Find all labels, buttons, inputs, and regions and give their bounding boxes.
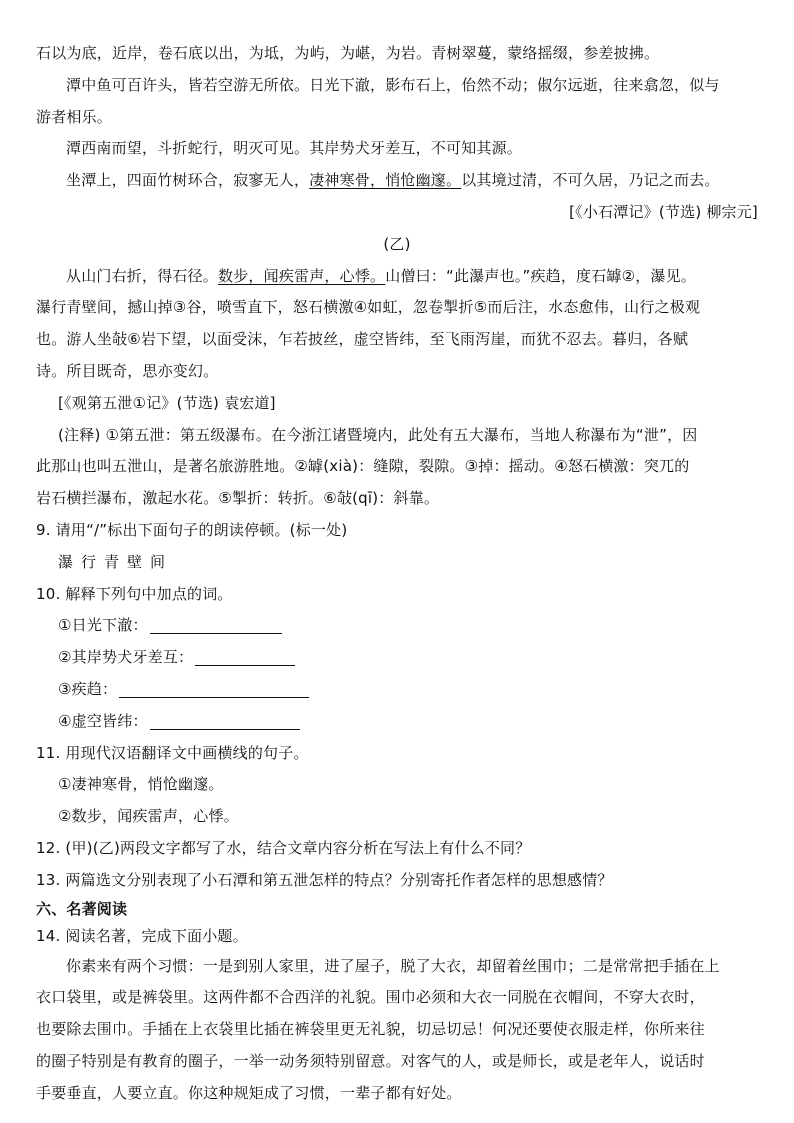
answer-blank[interactable] [150, 711, 300, 730]
question-11-item-1: ①凄神寒骨，悄怆幽邃。 [58, 775, 224, 794]
answer-blank[interactable] [119, 679, 309, 698]
jia-p4-text-a: 坐潭上，四面竹树环合，寂寥无人， [66, 171, 310, 190]
yi-line-1 [36, 261, 758, 293]
question-10-item-1 [36, 610, 758, 642]
jia-underlined-sentence: 凄神寒骨，悄怆幽邃。 [309, 171, 462, 190]
q10-item-label: ④虚空皆纬： [58, 711, 148, 730]
jia-paragraph-2-line-2: 游者相乐。 [36, 107, 113, 126]
question-9: 9. 请用“/”标出下面句子的朗读停顿。(标一处) [36, 520, 348, 539]
q10-item-label: ①日光下澈： [58, 616, 148, 635]
q10-item-label: ③疾趋： [58, 679, 118, 698]
answer-blank[interactable] [150, 615, 282, 634]
yi-label: (乙) [383, 234, 411, 253]
yi-note-line-2: 此那山也叫五泄山，是著名旅游胜地。②罅(xià)：缝隙，裂隙。③掉：摇动。④怒石横激：突兀的 [36, 457, 690, 476]
reading-line-5: 手要垂直，人要立直。你这种规矩成了习惯，一辈子都有好处。 [36, 1083, 462, 1102]
yi-line-4: 诗。所目既奇，思亦变幻。 [36, 361, 219, 380]
question-13: 13. 两篇选文分别表现了小石潭和第五泄怎样的特点？分别寄托作者怎样的思想感情？ [36, 870, 613, 889]
reading-line-1: 你素来有两个习惯：一是到别人家里，进了屋子，脱了大衣，却留着丝围巾；二是常常把手插在上 [66, 956, 720, 975]
yi-line-2: 瀑行青壁间，撼山掉③谷，喷雪直下，怒石横激④如虹，忽卷掣折⑤而后注，水态愈伟，山行之极观 [36, 298, 701, 317]
reading-line-4: 的圈子特别是有教育的圈子，一举一动务须特别留意。对客气的人，或是师长，或是老年人，说话时 [36, 1051, 705, 1070]
jia-p4-text-b: 以其境过清，不可久居，乃记之而去。 [461, 171, 720, 190]
question-10-item-3 [36, 674, 758, 706]
reading-line-2: 衣口袋里，或是裤袋里。这两件都不合西洋的礼貌。围巾必须和大衣一同脱在衣帽间，不穿大衣时， [36, 988, 705, 1007]
yi-underlined-sentence: 数步，闻疾雷声，心悸。 [218, 266, 386, 285]
jia-paragraph-2-line-1: 潭中鱼可百许头，皆若空游无所依。日光下澈，影布石上，佁然不动；俶尔远逝，往来翕忽，似与 [66, 75, 720, 94]
question-9-sentence: 瀑行青壁间 [58, 552, 174, 571]
question-11-item-2: ②数步，闻疾雷声，心悸。 [58, 807, 239, 826]
reading-line-3: 也要除去围巾。手插在上衣袋里比插在裤袋里更无礼貌，切忌切忌！何况还要使衣服走样，你所来往 [36, 1020, 705, 1039]
q10-item-label: ②其岸势犬牙差互： [58, 648, 194, 667]
answer-blank[interactable] [195, 647, 295, 666]
jia-paragraph-1-tail: 石以为底，近岸，卷石底以出，为坻，为屿，为嵁，为岩。青树翠蔓，蒙络摇缀，参差披拂。 [36, 44, 660, 62]
jia-source: [《小石潭记》(节选) 柳宗元] [569, 202, 758, 221]
yi-line-3: 也。游人坐敧⑥岩下望，以面受沫，乍若披丝，虚空皆纬，至飞雨泻崖，而犹不忍去。暮归，各赋 [36, 330, 689, 349]
question-11: 11. 用现代汉语翻译文中画横线的句子。 [36, 743, 309, 762]
question-10-item-2 [36, 642, 758, 674]
exam-page [36, 38, 758, 1110]
jia-paragraph-4 [36, 165, 758, 197]
yi-source: [《观第五泄①记》(节选) 袁宏道] [58, 393, 276, 412]
yi-note-line-3: 岩石横拦瀑布，激起水花。⑤掣折：转折。⑥敧(qī)：斜靠。 [36, 489, 440, 508]
yi-l1-text-a: 从山门右折，得石径。 [66, 266, 219, 285]
question-10: 10. 解释下列句中加点的词。 [36, 584, 233, 603]
yi-l1-text-b: 山僧曰：“此瀑声也。”疾趋，度石罅②，瀑见。 [385, 266, 697, 285]
section-6-heading: 六、名著阅读 [36, 899, 128, 918]
question-10-item-4 [36, 706, 758, 738]
jia-paragraph-3: 潭西南而望，斗折蛇行，明灭可见。其岸势犬牙差互，不可知其源。 [66, 139, 523, 158]
yi-note-line-1: (注释) ①第五泄：第五级瀑布。在今浙江诸暨境内，此处有五大瀑布，当地人称瀑布为“泄”，因 [58, 425, 698, 444]
question-14: 14. 阅读名著，完成下面小题。 [36, 926, 248, 945]
question-12: 12. (甲)(乙)两段文字都写了水，结合文章内容分析在写法上有什么不同？ [36, 838, 531, 857]
